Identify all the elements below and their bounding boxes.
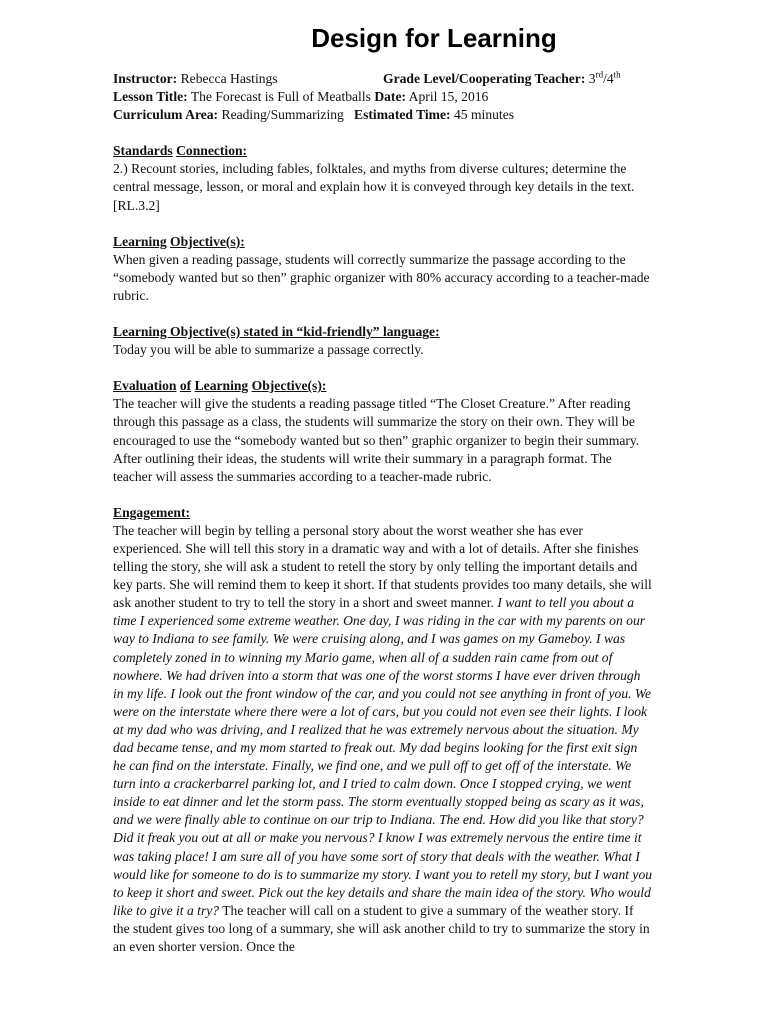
kid-friendly-text: Today you will be able to summarize a passage correctly. xyxy=(113,342,424,358)
grade-label: Grade Level/Cooperating Teacher: xyxy=(383,71,586,86)
standards-text: 2.) Recount stories, including fables, folktales, and myths from diverse cultures; determine the central message, lesson, or moral and explain how it is conveyed through key details in the text. [RL.3.2] xyxy=(113,161,635,213)
document-title: Design for Learning xyxy=(311,23,557,53)
lesson-title-label: Lesson Title: xyxy=(113,89,188,105)
engagement-text xyxy=(113,522,653,956)
lesson-title-value: The Forecast is Full of Meatballs xyxy=(190,89,371,105)
standards-section xyxy=(113,142,653,214)
engagement-intro: The teacher will begin by telling a personal story about the worst weather she has ever experienced. She will tell this story in a dramatic way and with a lot of details. After she finishes telling the story, she will ask a student to retell the story by only telling the important details and key parts. She will remind them to keep it short. If that students provides too many details, she will ask another student to try to tell the story in a short and sweet manner. xyxy=(113,522,652,611)
instructor-field xyxy=(113,70,383,88)
standards-heading: Standards Connection: xyxy=(113,143,248,159)
engagement-story: I want to tell you about a time I experienced some extreme weather. One day, I was riding in the car with my parents on our way to Indiana to see family. We were cruising along, and I was games on my Gameboy. I was completely zoned in to winning my Mario game, when all of a sudden rain came from out of nowhere. We had driven into a storm that was one of the worst storms I have ever driven through in my life. I look out the front window of the car, and you could not see anything in front of you. We were on the interstate where there were a lot of cars, but you could not even see their lights. I look at my dad who was driving, and I realized that he was extremely nervous about the situation. My dad became tense, and my mom started to freak out. My dad begins looking for the first exit sign he can find on the interstate. Finally, we find one, and we pull off to get off of the interstate. We turn into a crackerbarrel parking lot, and I tried to calm down. Once I stopped crying, we went inside to eat dinner and let the storm pass. The storm eventually stopped being as scary as it was, and we were finally able to continue on our trip to Indiana. The end. How did you like that story? Did it freak you out at all or make you nervous? I know I was extremely nervous the entire time it was taking place! I am sure all of you have some sort of story that deals with the weather. What I would like for someone to do is to summarize my story. I want you to retell my story, but I want you to keep it short and sweet. Pick out the key details and share the main idea of the story. Who would like to give it a try? xyxy=(113,595,653,918)
grade-field xyxy=(383,70,653,88)
kid-friendly-section xyxy=(113,323,653,359)
engagement-heading: Engagement: xyxy=(113,504,191,520)
instructor-label: Instructor: xyxy=(113,71,178,86)
curriculum-value: Reading/Summarizing xyxy=(221,107,344,123)
evaluation-heading: Evaluation of Learning Objective(s): xyxy=(113,378,327,394)
objective-text: When given a reading passage, students will correctly summarize the passage according to the “somebody wanted but so then” graphic organizer with 80% accuracy according to a teacher-made rubric. xyxy=(113,251,650,303)
time-label: Estimated Time: xyxy=(354,107,451,123)
objective-section xyxy=(113,233,653,305)
grade-value: 3rd/4th xyxy=(588,69,621,86)
date-label: Date: xyxy=(374,89,407,105)
date-value: April 15, 2016 xyxy=(408,89,489,105)
instructor-value: Rebecca Hastings xyxy=(180,71,278,86)
header-row-2 xyxy=(113,88,653,106)
header-row-3 xyxy=(113,106,653,124)
evaluation-section xyxy=(113,377,653,486)
evaluation-text: The teacher will give the students a reading passage titled “The Closet Creature.” After reading through this passage as a class, the students will summarize the story on their own. They will be encouraged to use the “somebody wanted but so then” graphic organizer to begin their summary. After outlining their ideas, the students will write their summary in a paragraph format. The teacher will assess the summaries according to a teacher-made rubric. xyxy=(113,396,640,484)
engagement-section xyxy=(113,504,653,956)
header-row-1 xyxy=(113,70,653,88)
kid-friendly-heading: Learning Objective(s) stated in “kid-friendly” language: xyxy=(113,324,440,340)
objective-heading: Learning Objective(s): xyxy=(113,233,245,249)
time-value: 45 minutes xyxy=(453,107,515,123)
engagement-after: The teacher will call on a student to give a summary of the weather story. If the student gives too long of a summary, she will ask another child to try to summarize the story in an even shorter version. Once the xyxy=(113,902,650,955)
document-body xyxy=(113,70,653,956)
curriculum-label: Curriculum Area: xyxy=(113,107,219,123)
